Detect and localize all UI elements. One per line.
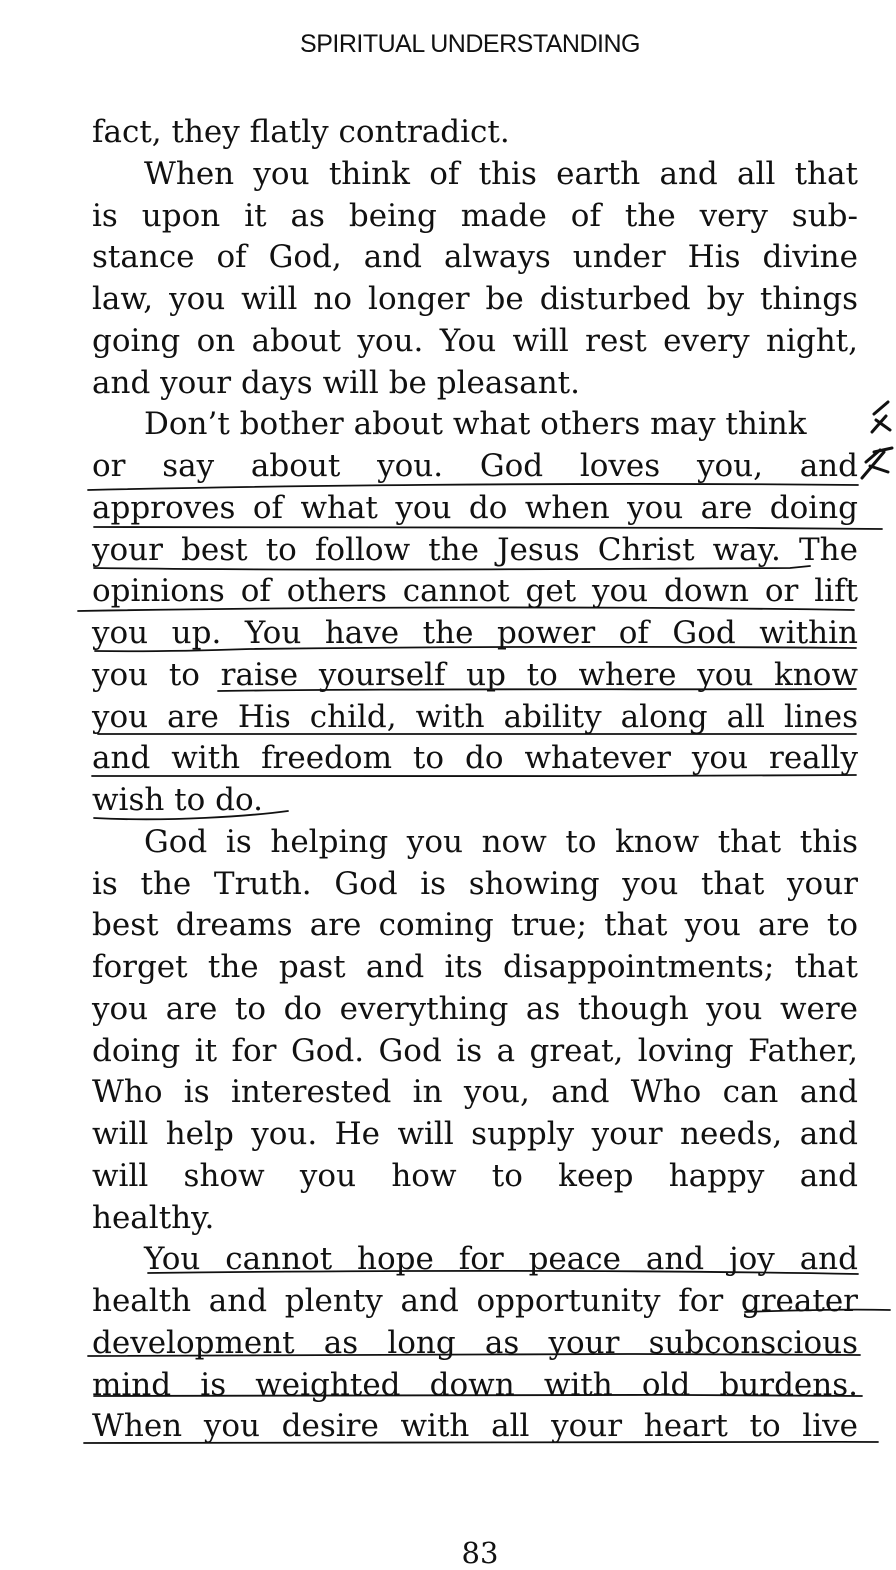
text-line: You cannot hope for peace and joy and [144,1241,858,1278]
text-line: development as long as your subconscious [92,1324,858,1361]
text-line: your best to follow the Jesus Christ way. The [92,531,858,568]
text-line: When you desire with all your heart to live [92,1408,858,1445]
margin-check-mark [872,402,890,432]
text-line: is the Truth. God is showing you that your [92,865,858,902]
text-line: stance of God, and always under His divine [92,239,858,276]
running-head: SPIRITUAL UNDERSTANDING [300,30,640,58]
text-line: is upon it as being made of the very sub- [92,197,858,234]
text-line: Don’t bother about what others may think [144,406,807,443]
text-line: and your days will be pleasant. [92,364,580,401]
text-line: will show you how to keep happy and [92,1157,858,1194]
text-line: or say about you. God loves you, and [92,448,858,484]
text-line: approves of what you do when you are doing [92,489,858,526]
text-line: opinions of others cannot get you down or lift [92,573,858,610]
text-line: healthy. [92,1199,215,1236]
margin-check-mark [862,448,892,478]
text-line: fact, they flatly contradict. [92,114,510,150]
body-text [92,112,858,1448]
text-line: you are to do everything as though you were [92,990,858,1027]
text-line: and with freedom to do whatever you really [92,740,858,777]
margin-check-marks [862,402,892,478]
text-line: law, you will no longer be disturbed by things [92,281,858,317]
page-number: 83 [461,1536,499,1570]
text-line: going on about you. You will rest every night, [92,322,858,359]
text-line: When you think of this earth and all that [144,155,858,192]
text-line: you up. You have the power of God within [92,615,858,651]
text-line: mind is weighted down with old burdens. [92,1366,858,1403]
text-line: Who is interested in you, and Who can and [92,1074,858,1111]
text-line: best dreams are coming true; that you are to [92,907,858,944]
text-line: you are His child, with ability along all lines [92,698,858,735]
text-line: health and plenty and opportunity for greater [92,1283,858,1319]
text-line: you to raise yourself up to where you know [92,656,858,693]
text-line: God is helping you now to know that this [144,823,858,860]
text-line: wish to do. [92,782,263,818]
text-line: will help you. He will supply your needs, and [92,1116,858,1152]
text-line: doing it for God. God is a great, loving Father, [92,1032,858,1069]
text-line: forget the past and its disappointments; that [92,949,858,985]
